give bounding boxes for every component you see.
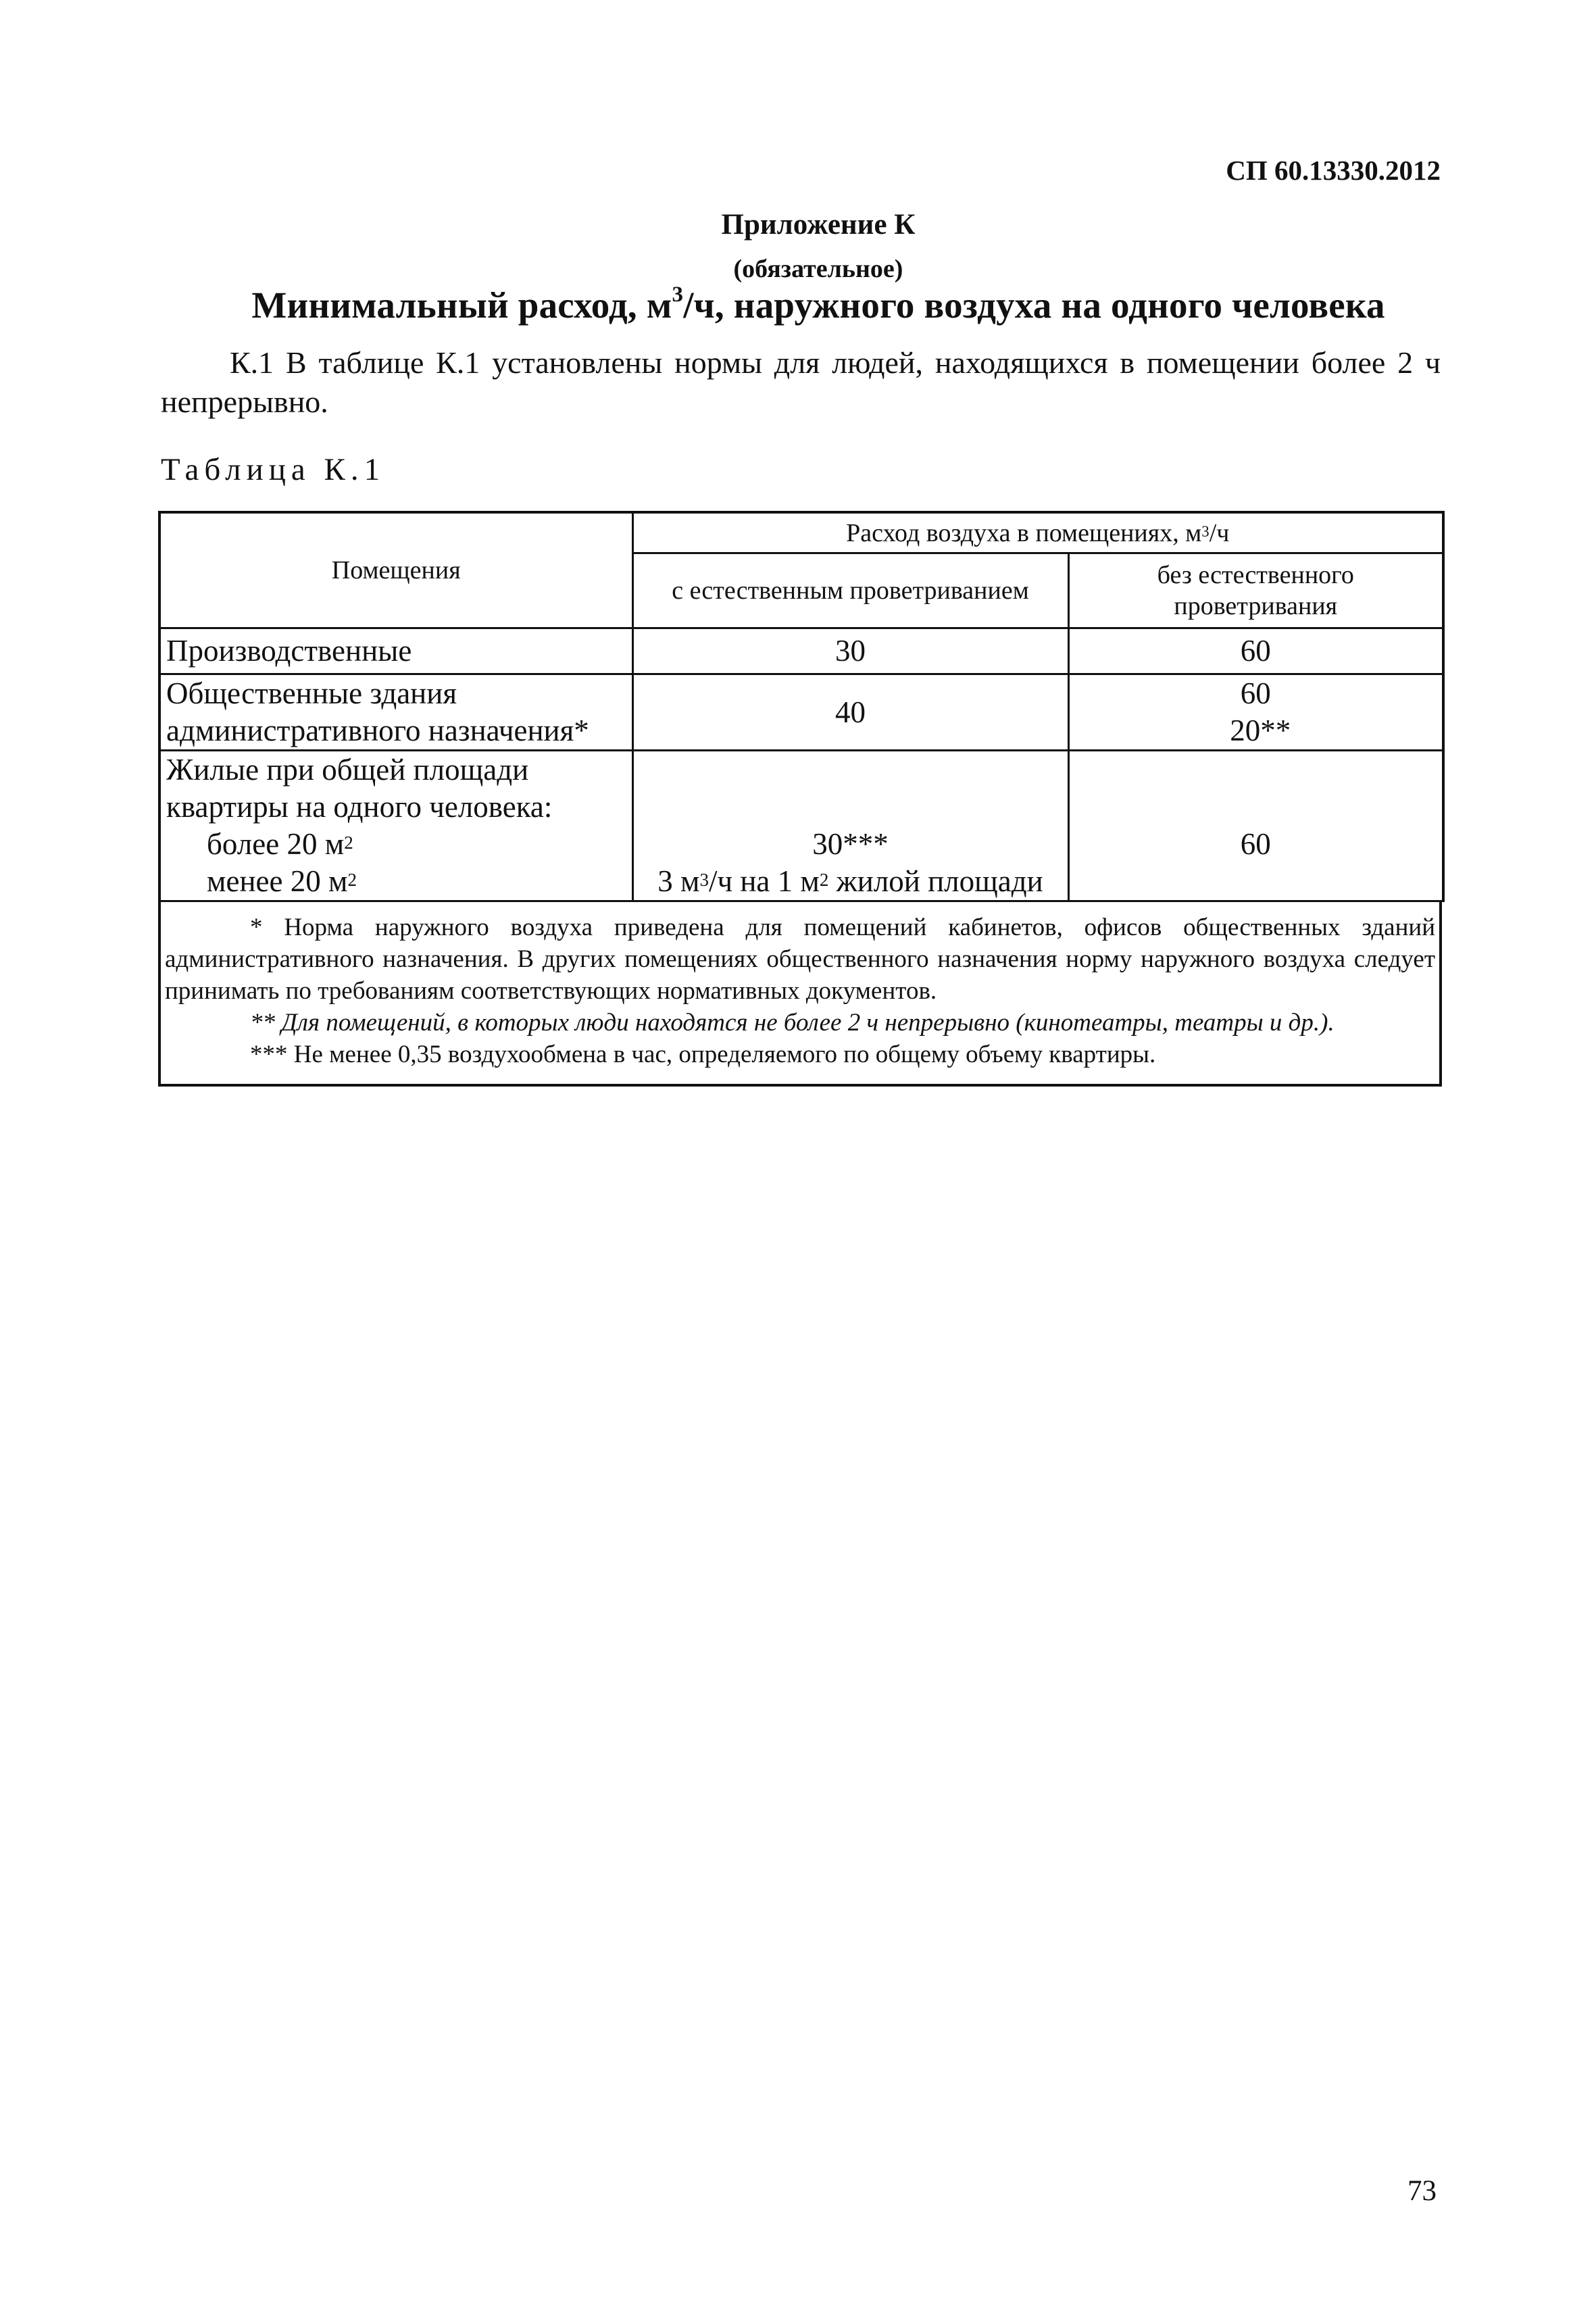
appendix-heading-prefix: Минимальный расход, м (251, 284, 672, 326)
header-no-natural-line1: без естественного (1157, 561, 1354, 589)
value-public-no-natural-line2: 20** (1230, 714, 1291, 747)
value-residential-no-natural (1068, 751, 1443, 901)
table-row-residential (159, 751, 1443, 901)
row-label-public-line1: Общественные здания (166, 676, 457, 710)
value-residential-natural-more: 30*** (812, 827, 889, 861)
air-flow-table (158, 511, 1445, 902)
note-2: ** Для помещений, в которых люди находятся не более 2 ч непрерывно (кинотеатры, театры и др.). (250, 1009, 1335, 1037)
row-label-residential-more (166, 826, 632, 863)
row-label-residential-less (166, 863, 632, 900)
residential-less-sup: 2 (347, 870, 357, 890)
row-label-residential (159, 751, 632, 901)
appendix-status: (обязательное) (733, 255, 903, 283)
value-industrial-no-natural: 60 (1068, 628, 1443, 674)
value-residential-no-natural-text: 60 (1240, 827, 1271, 861)
residential-less-value-b: /ч на 1 м (708, 864, 820, 898)
header-air-flow-sup: 3 (1201, 522, 1210, 540)
header-air-flow-suffix: /ч (1209, 518, 1230, 547)
appendix-heading-suffix: /ч, наружного воздуха на одного человека (683, 284, 1385, 326)
note-1: * Норма наружного воздуха приведена для помещений кабинетов, офисов общественных зданий административного назначения. В других помещениях общественного назначения норму наружного воздуха следует принимать по требованиям соответствующих нормативных документов. (165, 914, 1435, 1005)
document-code: СП 60.13330.2012 (1226, 155, 1441, 186)
note-3: *** Не менее 0,35 воздухообмена в час, определяемого по общему объему квартиры. (250, 1041, 1156, 1068)
appendix-heading-sup: 3 (672, 282, 684, 307)
table-header-row (159, 512, 1443, 553)
row-label-public-line2: административного назначения* (166, 714, 589, 747)
residential-less-value-sup-a: 3 (699, 870, 709, 890)
header-natural-ventilation: с естественным проветриванием (632, 553, 1068, 628)
table-row-public (159, 674, 1443, 751)
header-air-flow (632, 512, 1443, 553)
value-public-natural: 40 (632, 674, 1068, 751)
residential-less-value-a: 3 м (657, 864, 700, 898)
header-air-flow-prefix: Расход воздуха в помещениях, м (846, 518, 1202, 547)
value-residential-natural-less (634, 863, 1068, 900)
row-label-residential-line2: квартиры на одного человека: (166, 790, 553, 824)
residential-less-value-c: жилой площади (828, 864, 1043, 898)
row-label-residential-line1: Жилые при общей площади (166, 753, 529, 787)
header-no-natural-ventilation (1068, 553, 1443, 628)
header-rooms: Помещения (159, 512, 632, 628)
value-public-no-natural-line1: 60 (1240, 676, 1271, 710)
value-industrial-natural: 30 (632, 628, 1068, 674)
appendix-heading (0, 284, 1596, 326)
value-residential-natural (632, 751, 1068, 901)
table-notes (158, 902, 1442, 1087)
table-k1 (158, 511, 1442, 1087)
residential-more-prefix: более 20 м (207, 827, 345, 861)
residential-more-sup: 2 (344, 832, 353, 853)
row-label-public (159, 674, 632, 751)
intro-paragraph: К.1 В таблице К.1 установлены нормы для людей, находящихся в помещении более 2 ч непрерывно. (161, 345, 1441, 419)
table-row-industrial (159, 628, 1443, 674)
appendix-title: Приложение К (721, 209, 916, 241)
page-number: 73 (1407, 2175, 1437, 2207)
row-label-industrial: Производственные (159, 628, 632, 674)
residential-less-prefix: менее 20 м (207, 864, 348, 898)
value-public-no-natural (1068, 674, 1443, 751)
table-caption: Таблица К.1 (161, 452, 386, 487)
header-no-natural-line2: проветривания (1174, 592, 1338, 620)
residential-less-value-sup-b: 2 (819, 870, 829, 890)
